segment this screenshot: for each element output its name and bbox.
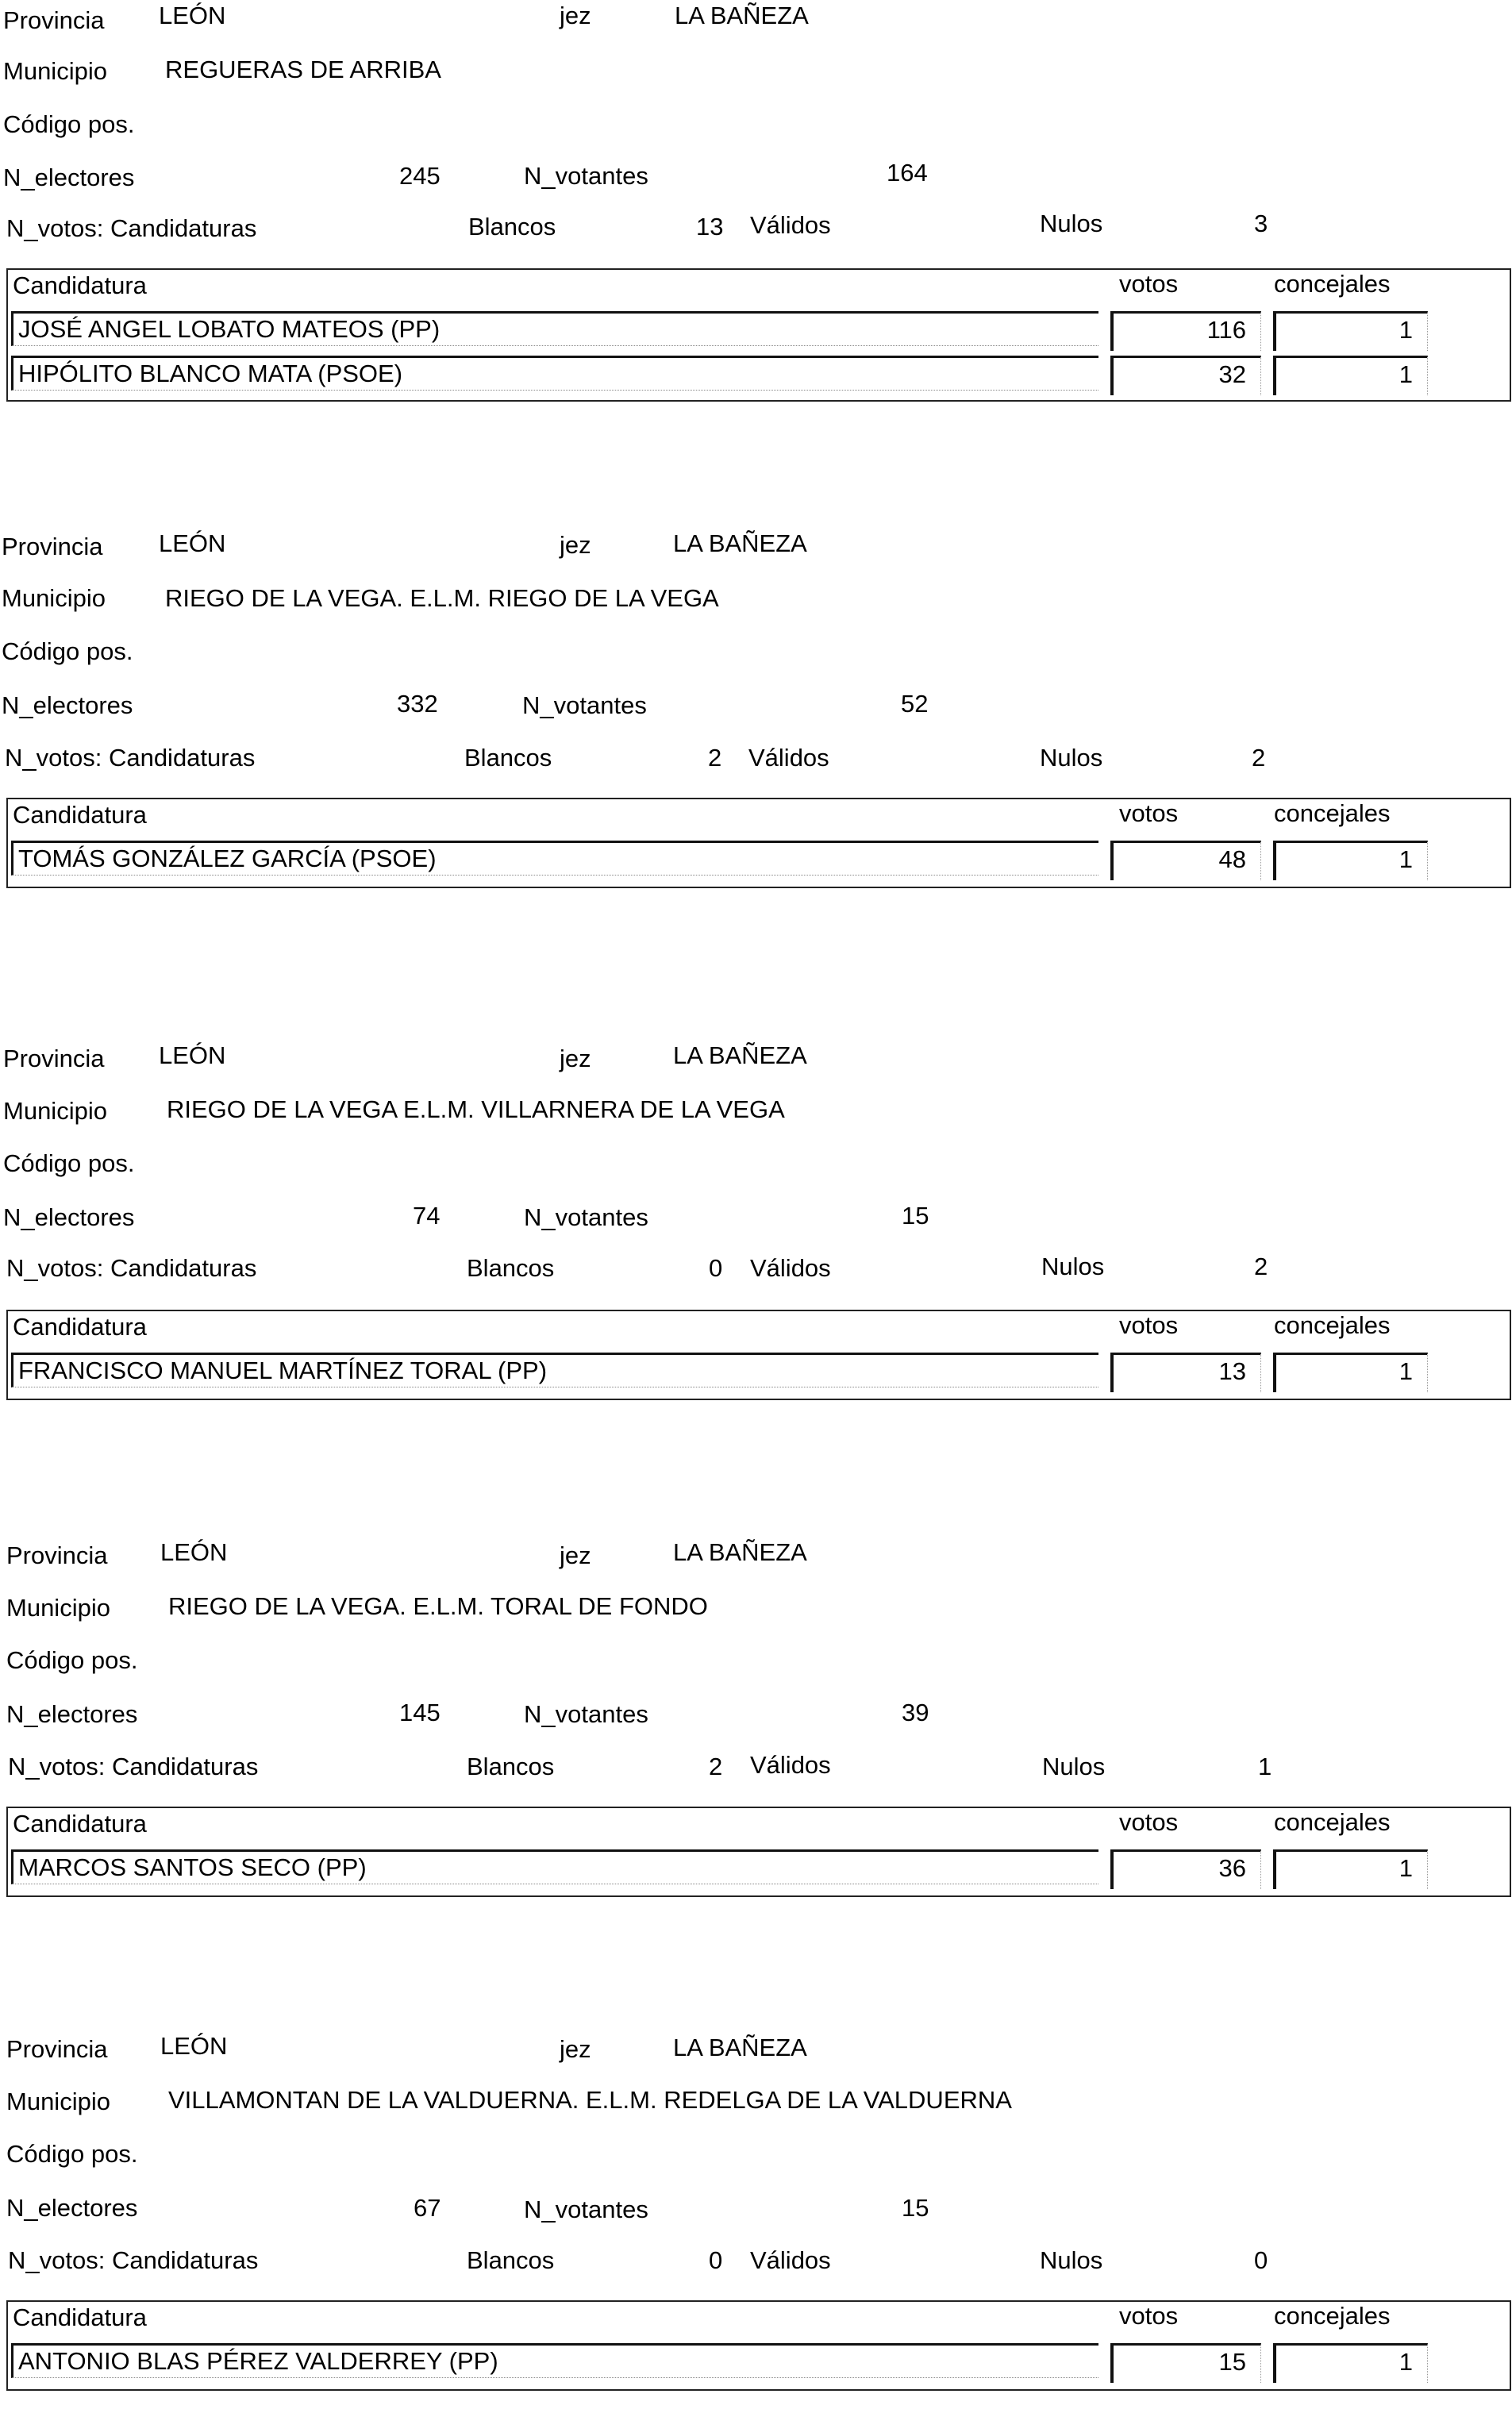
n-electores-label: N_electores — [3, 164, 135, 191]
nulos-value: 1 — [1258, 1753, 1272, 1780]
n-votantes-label: N_votantes — [524, 1203, 648, 1231]
jez-label: jez — [560, 531, 591, 559]
blancos-label: Blancos — [467, 1753, 555, 1780]
n-votantes-label: N_votantes — [524, 2196, 648, 2223]
municipio-label: Municipio — [6, 1594, 110, 1622]
table-row — [11, 311, 1503, 351]
blancos-value: 2 — [708, 744, 722, 772]
n-votantes-value: 15 — [902, 1202, 929, 1230]
codigo-pos-label: Código pos. — [6, 1646, 138, 1674]
provincia-label: Provincia — [3, 6, 105, 34]
candidate-name: HIPÓLITO BLANCO MATA (PSOE) — [11, 356, 1098, 391]
n-votantes-value: 52 — [901, 690, 929, 718]
municipio-value: VILLAMONTAN DE LA VALDUERNA. E.L.M. REDELGA DE LA VALDUERNA — [168, 2086, 1012, 2114]
candidaturas-table — [6, 2300, 1511, 2391]
n-electores-value: 74 — [413, 1202, 441, 1230]
blancos-label: Blancos — [467, 2246, 555, 2274]
blancos-label: Blancos — [467, 1254, 555, 1282]
blancos-value: 2 — [709, 1753, 723, 1780]
votos-header: votos — [1119, 1311, 1179, 1339]
n-electores-label: N_electores — [2, 691, 133, 719]
nulos-label: Nulos — [1042, 1753, 1106, 1780]
n-electores-value: 332 — [397, 690, 438, 718]
nulos-label: Nulos — [1040, 210, 1103, 237]
validos-label: Válidos — [750, 1751, 831, 1779]
n-votantes-label: N_votantes — [524, 1700, 648, 1728]
n-votantes-label: N_votantes — [524, 162, 648, 190]
candidatura-header: Candidatura — [13, 2303, 147, 2331]
n-electores-label: N_electores — [6, 1700, 138, 1728]
jez-value: LA BAÑEZA — [673, 2034, 807, 2061]
table-row — [11, 1849, 1503, 1889]
concejales-header: concejales — [1274, 1311, 1391, 1339]
candidaturas-table — [6, 798, 1511, 888]
provincia-label: Provincia — [6, 2035, 108, 2063]
candidatura-header: Candidatura — [13, 1810, 147, 1838]
candidate-votes: 116 — [1110, 311, 1261, 351]
table-row — [11, 2343, 1503, 2383]
table-row — [11, 356, 1503, 395]
codigo-pos-label: Código pos. — [3, 110, 135, 138]
candidatura-header: Candidatura — [13, 271, 147, 299]
municipio-value: RIEGO DE LA VEGA. E.L.M. RIEGO DE LA VEGA — [165, 584, 719, 612]
codigo-pos-label: Código pos. — [6, 2140, 138, 2168]
blancos-value: 13 — [696, 213, 724, 241]
jez-label: jez — [560, 2, 591, 29]
candidate-name: ANTONIO BLAS PÉREZ VALDERREY (PP) — [11, 2343, 1098, 2378]
municipio-value: REGUERAS DE ARRIBA — [165, 56, 441, 83]
blancos-label: Blancos — [464, 744, 552, 772]
votos-header: votos — [1119, 799, 1179, 827]
n-electores-value: 67 — [414, 2194, 441, 2222]
n-votos-label: N_votos: Candidaturas — [8, 2246, 259, 2274]
n-votos-label: N_votos: Candidaturas — [5, 744, 256, 772]
provincia-value: LEÓN — [160, 1538, 228, 1566]
n-votantes-value: 164 — [887, 159, 928, 187]
candidatura-header: Candidatura — [13, 1313, 147, 1341]
provincia-value: LEÓN — [159, 2, 226, 29]
n-votantes-value: 39 — [902, 1699, 929, 1726]
nulos-value: 2 — [1252, 744, 1266, 772]
n-electores-value: 245 — [399, 162, 441, 190]
candidate-concejales: 1 — [1273, 311, 1428, 351]
candidate-name: MARCOS SANTOS SECO (PP) — [11, 1849, 1098, 1884]
provincia-value: LEÓN — [159, 529, 226, 557]
blancos-value: 0 — [709, 2246, 723, 2274]
election-record — [0, 1538, 1512, 1919]
candidate-votes: 15 — [1110, 2343, 1261, 2383]
provincia-label: Provincia — [3, 1045, 105, 1072]
jez-label: jez — [560, 2035, 591, 2063]
blancos-label: Blancos — [468, 213, 556, 241]
election-record — [0, 0, 1512, 388]
provincia-label: Provincia — [2, 533, 103, 560]
candidate-concejales: 1 — [1273, 1849, 1428, 1889]
jez-label: jez — [560, 1541, 591, 1569]
election-record — [0, 1040, 1512, 1421]
table-row — [11, 841, 1503, 880]
municipio-label: Municipio — [3, 1097, 107, 1125]
n-votos-label: N_votos: Candidaturas — [8, 1753, 259, 1780]
validos-label: Válidos — [748, 744, 829, 772]
concejales-header: concejales — [1274, 270, 1391, 298]
candidate-concejales: 1 — [1273, 1353, 1428, 1392]
jez-label: jez — [560, 1045, 591, 1072]
jez-value: LA BAÑEZA — [673, 1041, 807, 1069]
n-votos-label: N_votos: Candidaturas — [6, 1254, 257, 1282]
n-electores-label: N_electores — [6, 2194, 138, 2222]
candidate-concejales: 1 — [1273, 356, 1428, 395]
concejales-header: concejales — [1274, 799, 1391, 827]
nulos-value: 0 — [1254, 2246, 1268, 2274]
votos-header: votos — [1119, 2302, 1179, 2330]
nulos-value: 2 — [1254, 1253, 1268, 1280]
provincia-value: LEÓN — [159, 1041, 226, 1069]
candidaturas-table — [6, 268, 1511, 402]
candidate-votes: 48 — [1110, 841, 1261, 880]
provincia-value: LEÓN — [160, 2032, 228, 2060]
provincia-label: Provincia — [6, 1541, 108, 1569]
n-electores-label: N_electores — [3, 1203, 135, 1231]
candidate-name: FRANCISCO MANUEL MARTÍNEZ TORAL (PP) — [11, 1353, 1098, 1387]
votos-header: votos — [1119, 270, 1179, 298]
validos-label: Válidos — [750, 211, 831, 239]
votos-header: votos — [1119, 1808, 1179, 1836]
nulos-label: Nulos — [1040, 2246, 1103, 2274]
candidaturas-table — [6, 1310, 1511, 1400]
table-row — [11, 1353, 1503, 1392]
n-electores-value: 145 — [399, 1699, 441, 1726]
candidatura-header: Candidatura — [13, 801, 147, 829]
nulos-value: 3 — [1254, 210, 1268, 237]
candidaturas-table — [6, 1807, 1511, 1897]
municipio-label: Municipio — [2, 584, 106, 612]
n-votantes-label: N_votantes — [522, 691, 647, 719]
codigo-pos-label: Código pos. — [2, 637, 133, 665]
municipio-label: Municipio — [3, 57, 107, 85]
nulos-label: Nulos — [1040, 744, 1103, 772]
n-votos-label: N_votos: Candidaturas — [6, 214, 257, 242]
municipio-value: RIEGO DE LA VEGA E.L.M. VILLARNERA DE LA VEGA — [167, 1095, 785, 1123]
concejales-header: concejales — [1274, 2302, 1391, 2330]
codigo-pos-label: Código pos. — [3, 1149, 135, 1177]
jez-value: LA BAÑEZA — [675, 2, 809, 29]
municipio-label: Municipio — [6, 2088, 110, 2115]
n-votantes-value: 15 — [902, 2194, 929, 2222]
candidate-name: JOSÉ ANGEL LOBATO MATEOS (PP) — [11, 311, 1098, 346]
validos-label: Válidos — [750, 1254, 831, 1282]
jez-value: LA BAÑEZA — [673, 1538, 807, 1566]
blancos-value: 0 — [709, 1254, 723, 1282]
nulos-label: Nulos — [1041, 1253, 1105, 1280]
candidate-concejales: 1 — [1273, 841, 1428, 880]
concejales-header: concejales — [1274, 1808, 1391, 1836]
candidate-votes: 13 — [1110, 1353, 1261, 1392]
candidate-votes: 36 — [1110, 1849, 1261, 1889]
candidate-concejales: 1 — [1273, 2343, 1428, 2383]
candidate-votes: 32 — [1110, 356, 1261, 395]
municipio-value: RIEGO DE LA VEGA. E.L.M. TORAL DE FONDO — [168, 1592, 708, 1620]
validos-label: Válidos — [750, 2246, 831, 2274]
election-record — [0, 528, 1512, 909]
election-record — [0, 2032, 1512, 2413]
jez-value: LA BAÑEZA — [673, 529, 807, 557]
candidate-name: TOMÁS GONZÁLEZ GARCÍA (PSOE) — [11, 841, 1098, 876]
